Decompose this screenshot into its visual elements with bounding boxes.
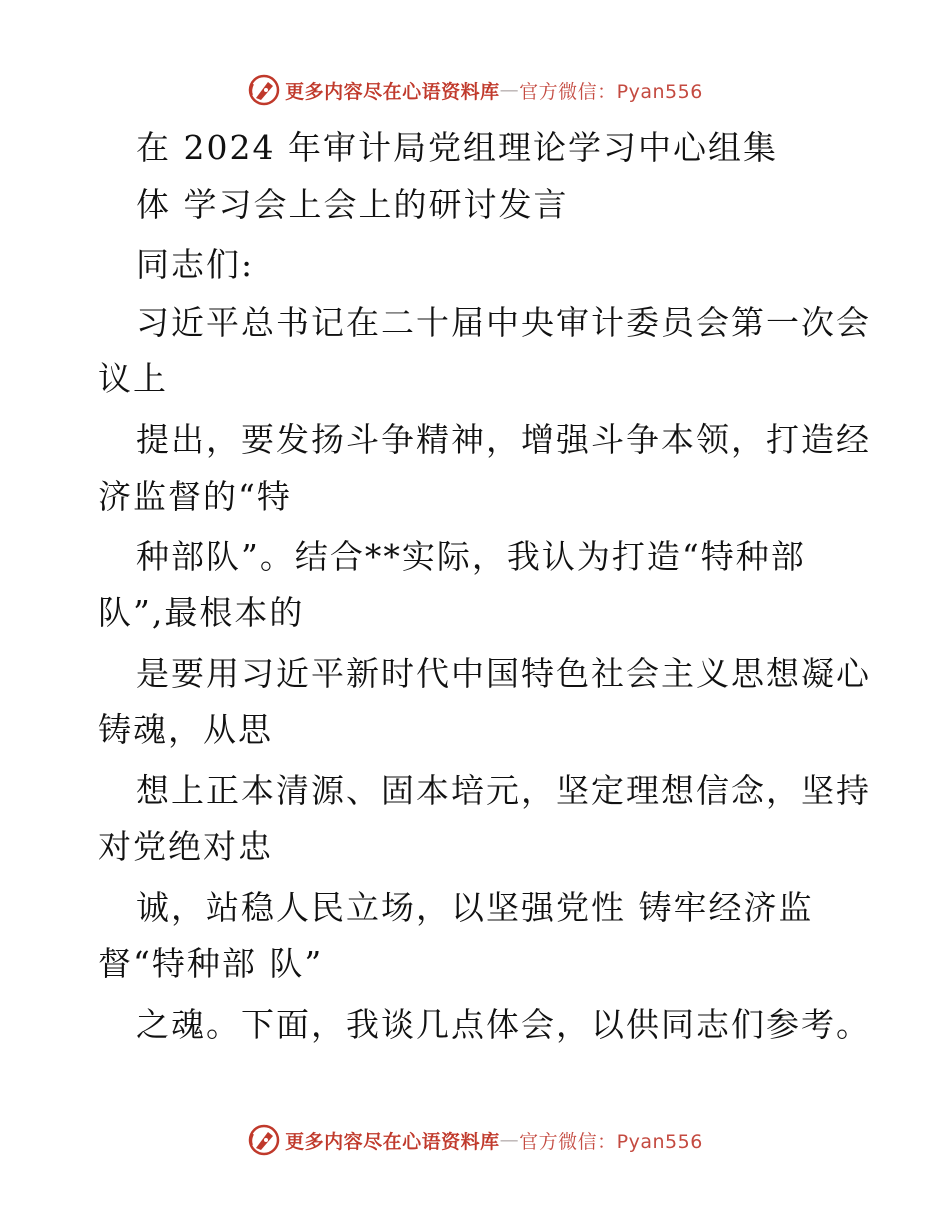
watermark-contact-text: 官方微信：Pyan556 <box>519 1130 703 1153</box>
footer-watermark <box>0 1120 950 1160</box>
body-line: 诚，站稳人民立场，以坚强党性 铸牢经济监 <box>136 888 814 927</box>
body-line: 提出，要发扬斗争精神，增强斗争本领，打造经 <box>136 420 871 459</box>
document-title-line-2: 体 学习会上会上的研讨发言 <box>136 185 569 224</box>
salutation: 同志们: <box>136 245 255 284</box>
watermark-contact-text: 官方微信：Pyan556 <box>519 80 703 103</box>
watermark-main-text: 更多内容尽在心语资料库 <box>285 80 500 103</box>
body-line: 督“特种部 队” <box>98 944 324 983</box>
pen-nib-logo-icon <box>247 73 281 107</box>
header-watermark <box>0 70 950 110</box>
body-line: 议上 <box>98 359 168 398</box>
body-line: 是要用习近平新时代中国特色社会主义思想凝心 <box>136 654 871 693</box>
body-line: 种部队”。结合**实际，我认为打造“特种部 <box>136 537 806 576</box>
body-line: 想上正本清源、固本培元，坚定理想信念，坚持 <box>136 771 871 810</box>
body-line: 习近平总书记在二十届中央审计委员会第一次会 <box>136 303 871 342</box>
watermark-separator: — <box>499 79 520 101</box>
body-line: 铸魂，从思 <box>98 710 273 749</box>
watermark-separator: — <box>499 1129 520 1151</box>
body-line: 对党绝对忠 <box>98 827 273 866</box>
watermark-main-text: 更多内容尽在心语资料库 <box>285 1130 500 1153</box>
body-line: 之魂。下面，我谈几点体会，以供同志们参考。 <box>136 1005 871 1044</box>
body-line: 济监督的“特 <box>98 477 292 516</box>
document-title-line-1: 在 2024 年审计局党组理论学习中心组集 <box>136 128 778 167</box>
body-line: 队”,最根本的 <box>98 593 305 632</box>
pen-nib-logo-icon <box>247 1123 281 1157</box>
